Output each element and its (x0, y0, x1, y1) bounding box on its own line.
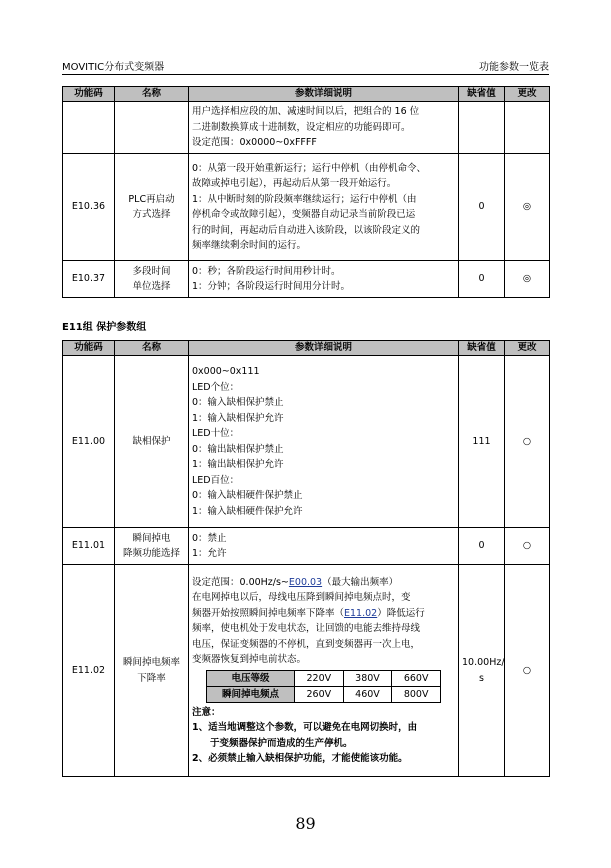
section-title: E11组 保护参数组 (62, 322, 147, 333)
desc-line: 频率，使电机处于发电状态，让回馈的电能去维持母线 (192, 623, 421, 634)
param-code: E10.37 (63, 261, 115, 298)
table-header-row (63, 341, 550, 356)
voltage-row (207, 670, 441, 686)
name-line: PLC再启动 (128, 193, 175, 205)
name-line: 瞬间掉电频率 (122, 657, 180, 668)
param-name: 缺相保护 (115, 356, 189, 528)
default-line: s (479, 672, 484, 684)
header-section-title: 功能参数一览表 (479, 62, 549, 73)
desc-line: LED百位： (192, 474, 240, 486)
desc-line: 停机命令或故障引起），变频器自动记录当前阶段已运 (192, 209, 416, 220)
col-header-desc: 参数详细说明 (189, 341, 459, 356)
table-row (63, 565, 550, 777)
desc-line: 1：输入缺相保护允许 (192, 412, 284, 424)
param-desc (189, 565, 459, 777)
desc-line: 0：输入缺相保护禁止 (192, 397, 284, 408)
table-row (63, 102, 550, 154)
desc-line (192, 575, 455, 591)
desc-line: 1：输入缺相硬件保护允许 (192, 505, 303, 517)
col-header-desc: 参数详细说明 (189, 87, 459, 102)
param-code: E11.02 (63, 565, 115, 777)
voltage-cell: 260V (295, 686, 344, 702)
param-name (115, 565, 189, 777)
text-suffix: ）降低运行 (377, 607, 425, 619)
param-table-e11 (62, 340, 550, 777)
desc-line: 0：输出缺相保护禁止 (192, 443, 284, 455)
table-row (63, 528, 550, 565)
param-desc (189, 261, 459, 298)
col-header-default: 缺省值 (459, 87, 505, 102)
desc-line: 0：秒；各阶段运行时间用秒计时。 (192, 265, 341, 277)
desc-line: 频率继续剩余时间的运行。 (192, 240, 307, 251)
col-header-name: 名称 (115, 87, 189, 102)
param-default: 0 (459, 528, 505, 565)
name-line: 方式选择 (132, 209, 171, 220)
param-change: ○ (505, 565, 550, 777)
col-header-code: 功能码 (63, 341, 115, 356)
voltage-row (207, 686, 441, 702)
voltage-cell: 电压等级 (207, 670, 295, 686)
param-code (63, 102, 115, 154)
desc-line: 电压，保证变频器的不停机，直到变频器再一次上电， (192, 638, 421, 650)
param-name (115, 154, 189, 261)
desc-line: 0：禁止 (192, 532, 227, 544)
param-name (115, 261, 189, 298)
param-table-e10 (62, 86, 550, 298)
voltage-cell: 800V (392, 686, 441, 702)
param-default: 111 (459, 356, 505, 528)
header-rule (62, 74, 549, 75)
desc-line: 0：输入缺相硬件保护禁止 (192, 490, 303, 501)
param-change (505, 102, 550, 154)
col-header-code: 功能码 (63, 87, 115, 102)
param-default (459, 565, 505, 777)
col-header-change: 更改 (505, 87, 550, 102)
desc-line: 行的时间，再起动后自动进入该阶段，以该阶段定义的 (192, 224, 421, 236)
desc-line: 0：从第一段开始重新运行；运行中停机（由停机命令、 (192, 162, 427, 174)
note-line: 2、必须禁止输入缺相保护功能，才能使能该功能。 (192, 753, 408, 764)
desc-line: 1：输出缺相保护允许 (192, 459, 284, 470)
desc-line: LED个位： (192, 381, 240, 393)
name-line: 瞬间掉电 (132, 532, 171, 544)
desc-line: 设定范围：0x0000~0xFFFF (192, 137, 317, 149)
table-row (63, 154, 550, 261)
desc-line (192, 606, 455, 622)
param-desc (189, 102, 459, 154)
voltage-cell: 瞬间掉电频点 (207, 686, 295, 702)
desc-line: 1：分钟；各阶段运行时间用分计时。 (192, 281, 351, 292)
name-line: 多段时间 (132, 265, 171, 277)
link-e11-02[interactable]: E11.02 (344, 607, 378, 619)
param-default: 0 (459, 261, 505, 298)
name-line: 降频功能选择 (122, 548, 180, 559)
voltage-cell: 660V (392, 670, 441, 686)
col-header-name: 名称 (115, 341, 189, 356)
desc-line: 故障或掉电引起），再起动后从第一段开始运行。 (192, 178, 397, 189)
col-header-default: 缺省值 (459, 341, 505, 356)
name-line: 单位选择 (132, 281, 171, 292)
voltage-cell: 460V (343, 686, 392, 702)
desc-line: 变频器恢复到掉电前状态。 (192, 654, 307, 665)
range-suffix: （最大输出频率） (322, 576, 399, 588)
param-code: E11.00 (63, 356, 115, 528)
table-row (63, 261, 550, 298)
default-line: 10.00Hz/ (462, 657, 505, 668)
param-name (115, 528, 189, 565)
desc-line: LED十位： (192, 428, 240, 439)
desc-line: 1：允许 (192, 548, 227, 559)
desc-line: 用户选择相应段的加、减速时间以后，把组合的 16 位 (192, 106, 420, 118)
param-desc (189, 154, 459, 261)
param-change: ○ (505, 528, 550, 565)
param-code: E10.36 (63, 154, 115, 261)
param-code: E11.01 (63, 528, 115, 565)
page-number: 89 (295, 814, 316, 833)
param-change: ◎ (505, 154, 550, 261)
note-line: 于变频器保护而造成的生产停机。 (210, 737, 353, 749)
name-line: 下降率 (137, 672, 166, 684)
desc-line: 二进制数换算成十进制数，设定相应的功能码即可。 (192, 121, 411, 133)
param-default (459, 102, 505, 154)
range-prefix: 设定范围：0.00Hz/s~ (192, 576, 289, 588)
desc-line: 0x000~0x111 (192, 366, 260, 377)
note-title: 注意： (192, 706, 221, 718)
link-e00-03[interactable]: E00.03 (288, 576, 323, 588)
param-default: 0 (459, 154, 505, 261)
header-doc-title: MOVITIC分布式变频器 (62, 62, 165, 73)
voltage-cell: 380V (343, 670, 392, 686)
col-header-change: 更改 (505, 341, 550, 356)
text-prefix: 频器开始按照瞬间掉电频率下降率（ (192, 607, 345, 619)
param-name (115, 102, 189, 154)
desc-line: 1：从中断时刻的阶段频率继续运行；运行中停机（由 (192, 193, 417, 205)
param-change: ○ (505, 356, 550, 528)
table-header-row (63, 87, 550, 102)
voltage-table (206, 670, 441, 703)
param-change: ◎ (505, 261, 550, 298)
voltage-cell: 220V (295, 670, 344, 686)
param-desc (189, 356, 459, 528)
table-row (63, 356, 550, 528)
note-line: 1、适当地调整这个参数，可以避免在电网切换时，由 (192, 722, 418, 733)
param-desc (189, 528, 459, 565)
desc-line: 在电网掉电以后，母线电压降到瞬间掉电频点时，变 (192, 592, 411, 603)
